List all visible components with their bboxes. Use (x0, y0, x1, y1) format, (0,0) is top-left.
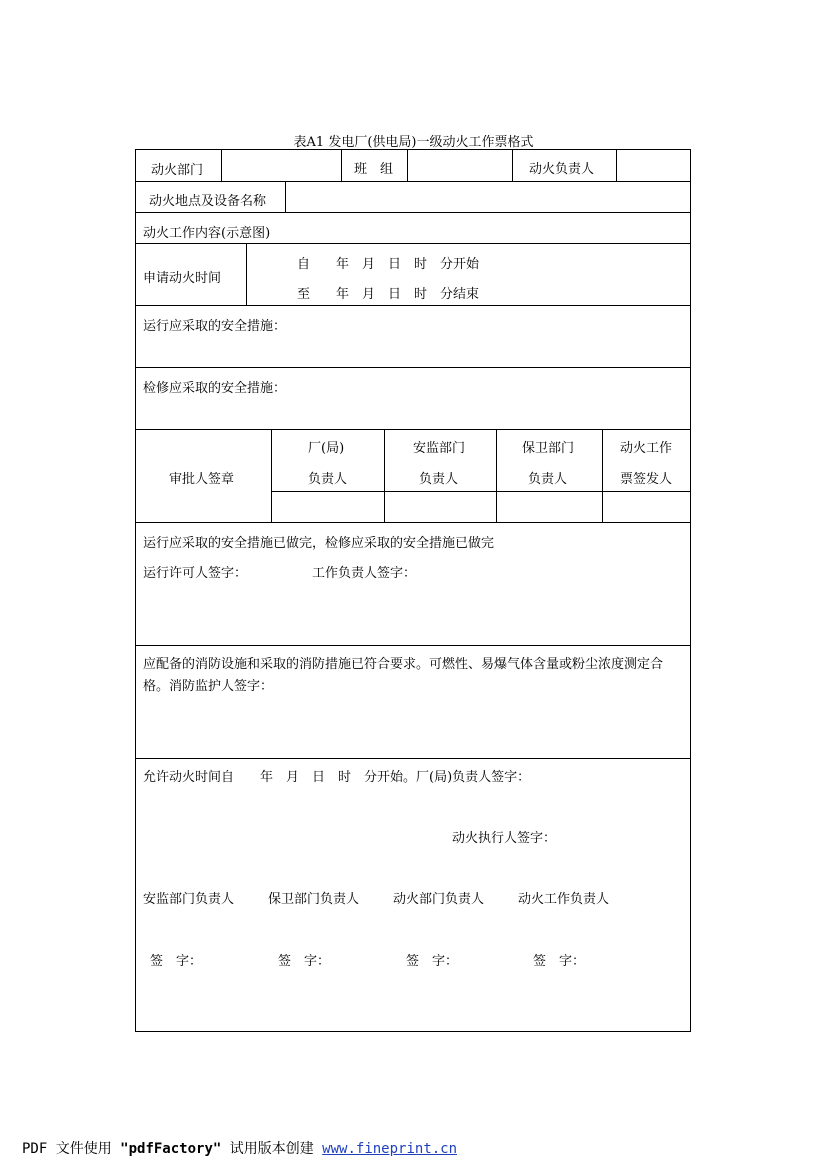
sign-label: 签 字： (533, 954, 586, 969)
operation-measures-label: 运行应采取的安全措施： (143, 319, 287, 334)
work-leader-sign-label: 工作负责人签字： (312, 566, 417, 581)
executor-sign-label: 动火执行人签字： (452, 831, 557, 846)
row-divider (136, 645, 690, 646)
page-title: 表A1 发电厂(供电局)一级动火工作票格式 (293, 135, 534, 150)
permit-sign-label: 运行许可人签字： (143, 566, 248, 581)
approver-security-line2: 负责人 (528, 472, 568, 487)
col-divider (384, 429, 385, 522)
footer-product: "pdfFactory" (120, 1141, 222, 1157)
col-divider (512, 150, 513, 181)
approver-safety-line1: 安监部门 (413, 441, 466, 456)
col-divider (602, 429, 603, 522)
role-safety-head: 安监部门负责人 (143, 892, 235, 907)
col-divider (285, 181, 286, 212)
dept-label: 动火部门 (151, 163, 204, 178)
col-divider (246, 243, 247, 305)
location-label: 动火地点及设备名称 (149, 194, 267, 209)
role-security-head: 保卫部门负责人 (268, 892, 360, 907)
sign-label: 签 字： (406, 954, 459, 969)
row-divider (136, 429, 690, 430)
approver-safety-line2: 负责人 (419, 472, 459, 487)
approver-issuer-line1: 动火工作 (620, 441, 673, 456)
measures-done-text: 运行应采取的安全措施已做完，检修应采取的安全措施已做完 (143, 536, 495, 551)
row-divider (136, 181, 690, 182)
maintenance-measures-label: 检修应采取的安全措施： (143, 381, 287, 396)
col-divider (271, 429, 272, 522)
hot-work-ticket-form (135, 149, 691, 1032)
approval-label: 审批人签章 (169, 472, 235, 487)
col-divider (407, 150, 408, 181)
fire-measures-text-line1: 应配备的消防设施和采取的消防措施已符合要求。可燃性、易爆气体含量或粉尘浓度测定合 (143, 657, 664, 672)
content-label: 动火工作内容(示意图) (143, 226, 271, 241)
role-hotwork-leader: 动火工作负责人 (518, 892, 610, 907)
row-divider (136, 243, 690, 244)
row-divider (136, 212, 690, 213)
col-divider (221, 150, 222, 181)
apply-time-label: 申请动火时间 (143, 271, 222, 286)
approver-factory-line1: 厂(局) (308, 441, 345, 456)
approver-security-line1: 保卫部门 (522, 441, 575, 456)
pdf-footer (22, 1138, 457, 1158)
footer-link[interactable]: www.fineprint.cn (322, 1141, 458, 1157)
approval-sign-divider (271, 491, 690, 492)
allow-time-line: 允许动火时间自 年 月 日 时 分开始。厂(局)负责人签字： (143, 770, 531, 785)
approver-issuer-line2: 票签发人 (620, 472, 673, 487)
footer-prefix: PDF 文件使用 (22, 1141, 121, 1157)
col-divider (341, 150, 342, 181)
sign-label: 签 字： (150, 954, 203, 969)
end-time-line: 至 年 月 日 时 分结束 (297, 287, 480, 302)
fire-measures-text-line2: 格。消防监护人签字： (143, 679, 274, 694)
team-label: 班 组 (354, 162, 394, 177)
approver-factory-line2: 负责人 (308, 472, 348, 487)
footer-middle: 试用版本创建 (221, 1141, 323, 1157)
row-divider (136, 522, 690, 523)
col-divider (616, 150, 617, 181)
col-divider (496, 429, 497, 522)
role-hotwork-dept-head: 动火部门负责人 (393, 892, 485, 907)
owner-label: 动火负责人 (529, 162, 595, 177)
row-divider (136, 305, 690, 306)
sign-label: 签 字： (278, 954, 331, 969)
start-time-line: 自 年 月 日 时 分开始 (297, 257, 480, 272)
row-divider (136, 367, 690, 368)
row-divider (136, 758, 690, 759)
